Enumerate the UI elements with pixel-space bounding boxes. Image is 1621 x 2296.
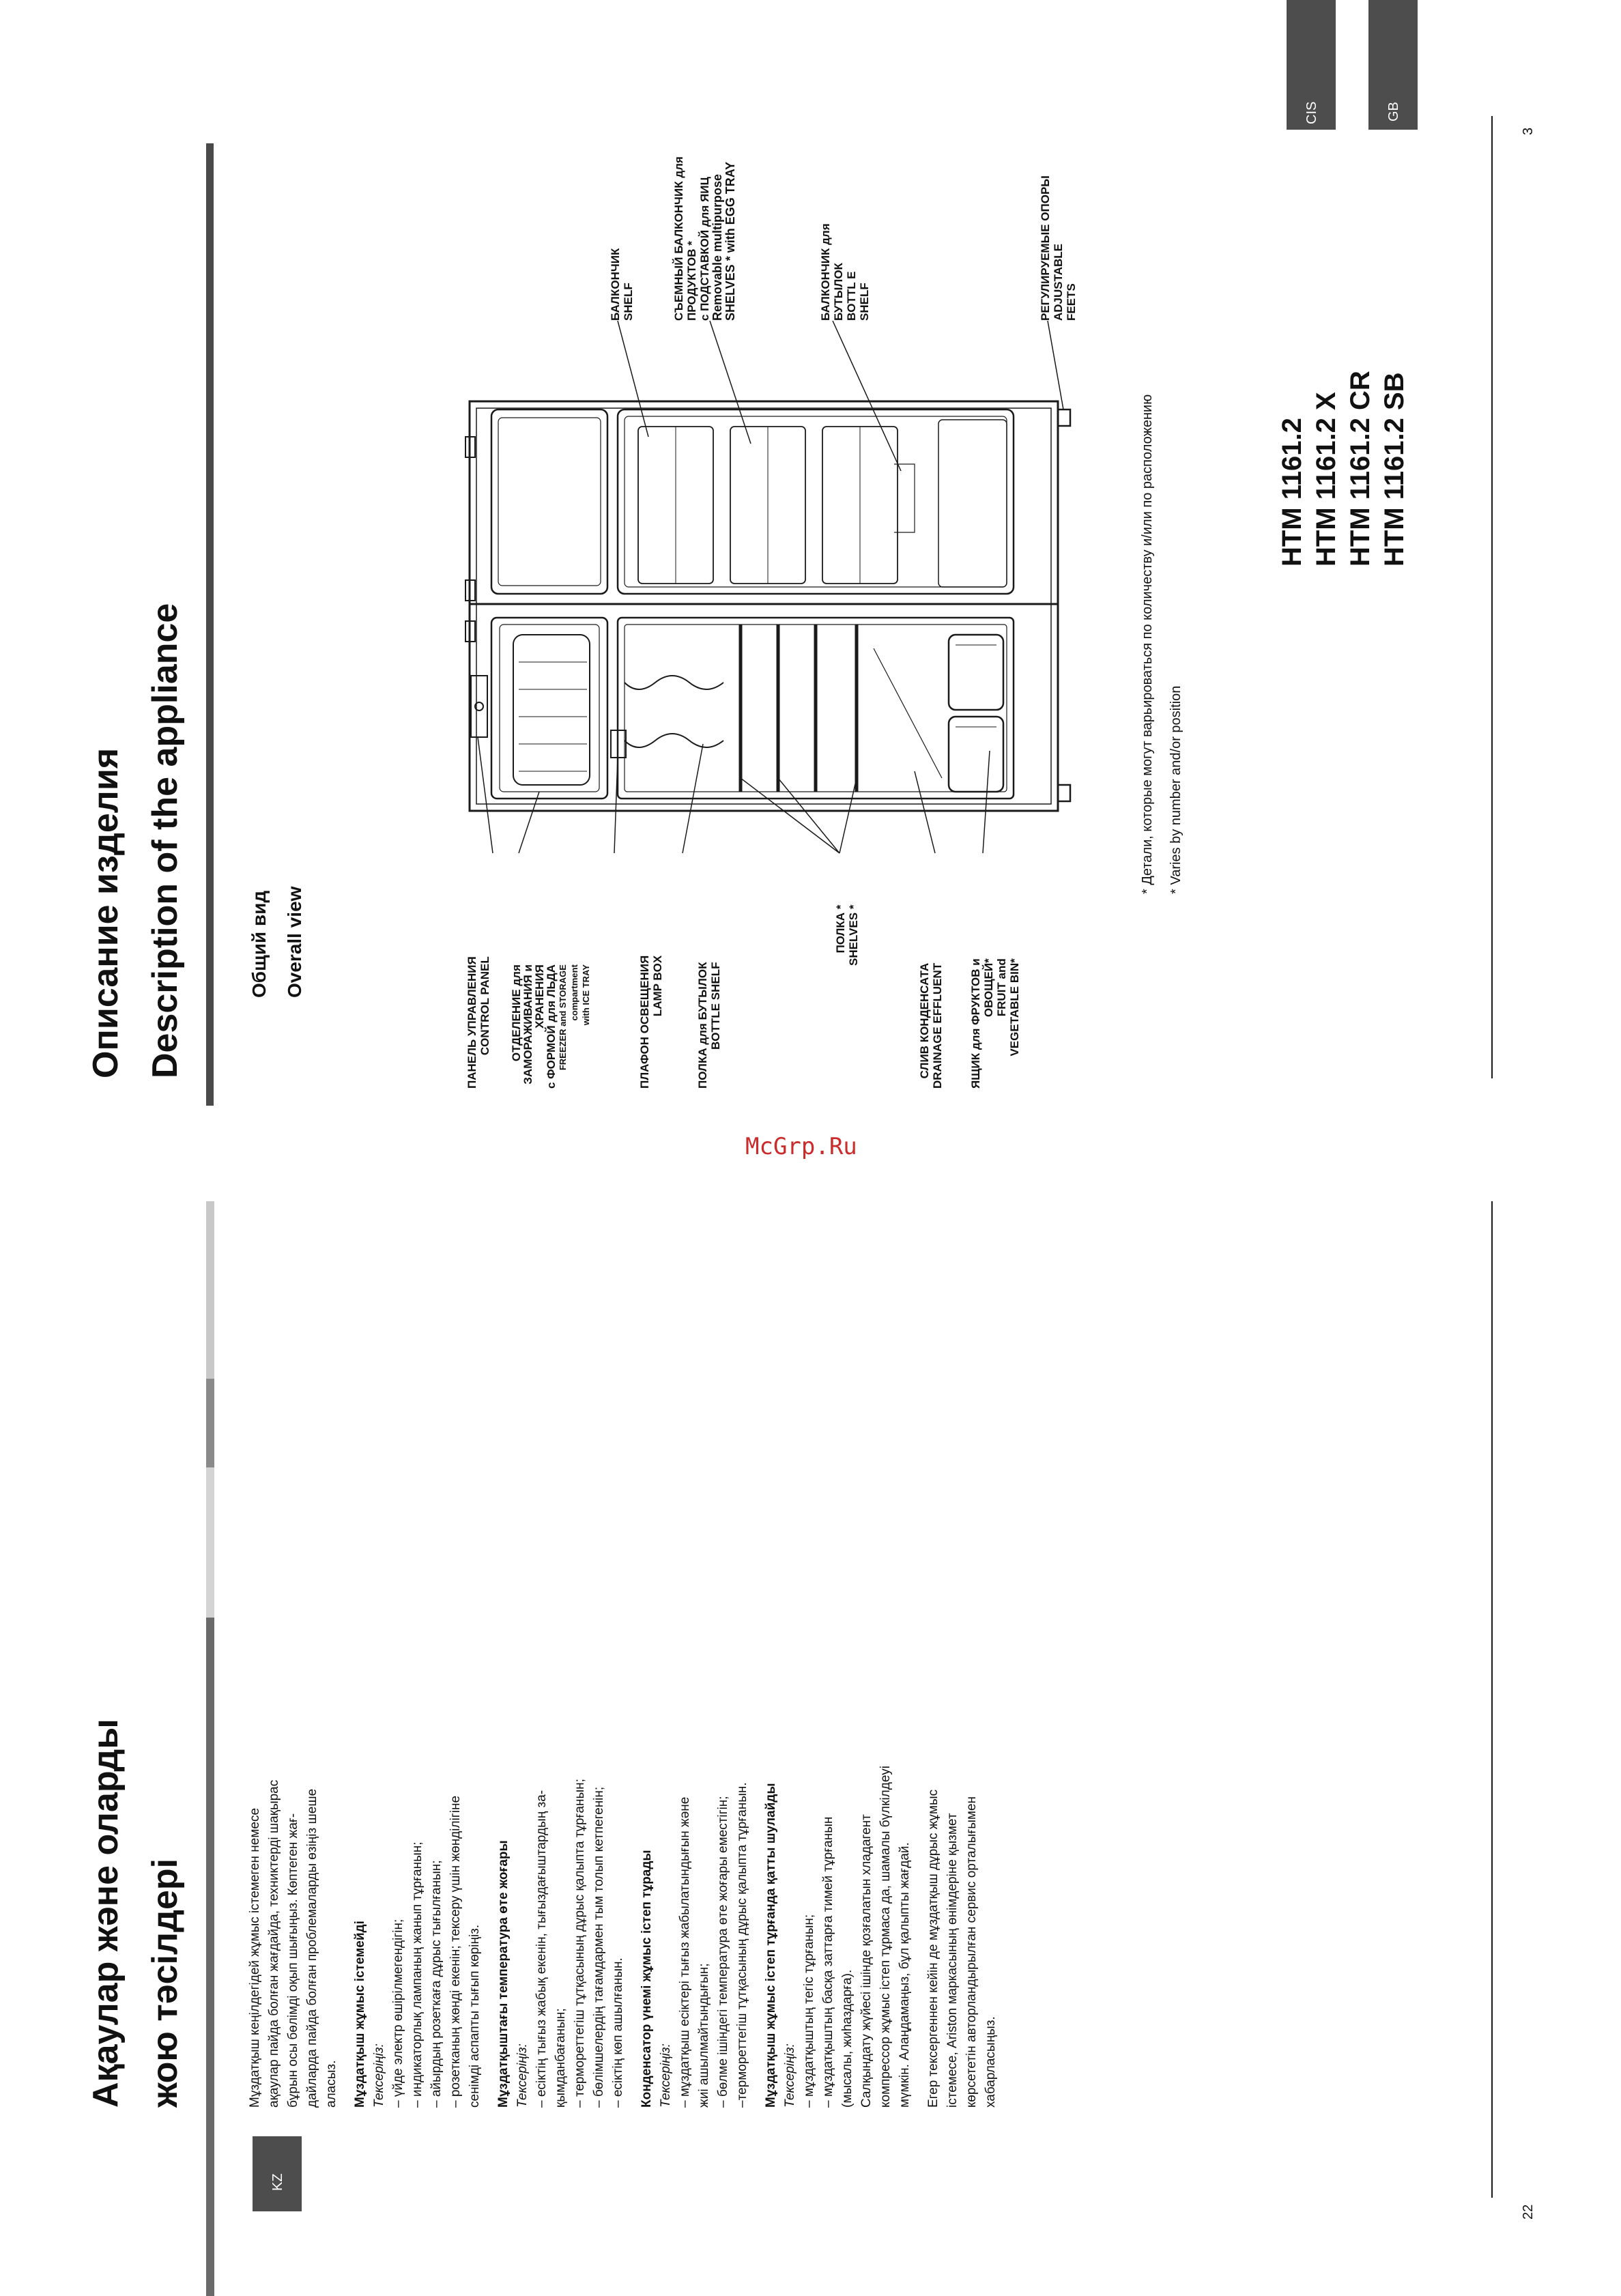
watermark: McGrp.Ru <box>745 1133 857 1160</box>
tab-cis-label: CIS <box>1304 101 1319 124</box>
kz-text-line: – айырдың розеткаға дұрыс тығылғанын; <box>429 1860 444 2108</box>
kz-section-heading: Мұздатқыш жұмыс істемейді <box>353 1921 367 2108</box>
kz-spacer <box>485 1254 494 2108</box>
freezer-compartment <box>491 618 607 799</box>
overall-view-ru: Общий вид <box>248 890 270 998</box>
fridge-compartment-left <box>618 618 1014 799</box>
kz-text-line: сенімді аспапты тығып көріңіз. <box>468 1924 482 2108</box>
kz-section-heading: Конденсатор үнемі жұмыс істеп тұрады <box>640 1850 654 2108</box>
kz-text-line: – индикаторлық лампаның жанып тұрғанын; <box>410 1841 425 2108</box>
door-right <box>491 410 1014 594</box>
kz-section-heading: Мұздатқыш жұмыс істеп тұрғанда қатты шулайды <box>764 1783 778 2108</box>
kz-text-line: – мұздатқыш есіктері тығыз жабылатындығын және <box>678 1796 692 2108</box>
kz-text-line: Тексеріңіз: <box>372 2043 386 2108</box>
kz-text-line: компрессор жұмыс істеп тұрмаса да, шамалы бүлкілдеуі <box>878 1766 893 2108</box>
kz-text-line: – мұздатқыштың тегіс тұрғанын; <box>802 1914 816 2108</box>
kz-text-line: – есіктің көп ашылғанын. <box>611 1957 625 2108</box>
kz-spacer <box>752 1254 762 2108</box>
label-vegetable-bin: ЯЩИК для ФРУКТОВ и ОВОЩЕЙ* FRUIT and VEGETABLE BIN* <box>969 958 1021 1089</box>
overall-view-en: Overall view <box>284 886 305 998</box>
kz-spacer <box>341 1254 351 2108</box>
kz-body <box>246 1254 1001 2108</box>
kz-text-line: – есіктің тығыз жабық екенін, тығыздағыштардың за- <box>534 1790 549 2108</box>
kz-text-line: көрсететін авторландырылған сервис орталығымен <box>964 1796 979 2108</box>
kz-title-line1: Ақаулар және оларды <box>86 1719 126 2108</box>
label-door-shelf: БАЛКОНЧИК SHELF <box>609 248 635 321</box>
model-3: HTM 1161.2 CR <box>1345 371 1375 566</box>
kz-text-line: Мұздатқыш кеңілдегідей жұмыс істемеген немесе <box>248 1807 262 2108</box>
footnote-en: * Varies by number and/or position <box>1168 685 1184 894</box>
kz-text-line: дайларда пайда болған проблемаларды өзіңіз шеше <box>305 1788 319 2108</box>
kz-text-line: – үйде электр өшірілмегендігін; <box>391 1919 405 2108</box>
kz-text-line: ақаулар пайда болған жағдайда, техниктерді шақырас <box>267 1779 281 2108</box>
label-multipurpose-shelf: СЪЕМНЫЙ БАЛКОНЧИК для ПРОДУКТОВ * с ПОДСТАВКОЙ для ЯИЦ Removable multipurpose SHELVES * with EGG TRAY <box>672 156 737 321</box>
tab-kz-label: KZ <box>270 2173 285 2191</box>
kz-title-line2: жою тәсілдері <box>145 1858 185 2108</box>
kz-spacer <box>628 1254 637 2108</box>
page-number-left: 22 <box>1521 2204 1536 2220</box>
label-bottle-shelf: ПОЛКА для БУТЫЛОК BOTTLE SHELF <box>696 962 722 1089</box>
fridge-body <box>470 401 1058 811</box>
kz-body-lines <box>246 1254 1001 2108</box>
kz-text-line: Егер тексергеннен кейін де мұздатқыш дұрыс жұмыс <box>926 1789 941 2108</box>
title-ru: Описание изделия <box>86 747 126 1078</box>
model-1: HTM 1161.2 <box>1277 418 1307 566</box>
control-panel-knob <box>471 676 487 737</box>
kz-text-line: мүмкін. Алаңдамаңыз, бұл қалыпты жағдай. <box>898 1842 912 2108</box>
kz-text-line: хабарласыңыз. <box>984 2016 998 2108</box>
kz-text-line: –термореттегіш тұтқасының дұрыс қалыпта тұрғанын. <box>735 1782 749 2108</box>
label-drainage: СЛИВ КОНДЕНСАТА DRAINAGE EFFLUENT <box>918 962 944 1089</box>
kz-section-heading: Мұздатқыштағы температура өте жоғары <box>496 1840 511 2108</box>
page-number-right: 3 <box>1521 127 1536 135</box>
label-freezer-compartment: ОТДЕЛЕНИЕ для ЗАМОРАЖИВАНИЯ и ХРАНЕНИЯ с ФОРМОЙ для ЛЬДА FREEZER and STORAGE compartment with ICE TRAY <box>510 964 591 1089</box>
kz-text-line: – бөлме ішіндегі температура өте жоғары еместігін; <box>716 1796 730 2108</box>
tab-gb-label: GB <box>1386 102 1401 121</box>
feet <box>1058 410 1070 801</box>
kz-text-line: аласыз. <box>324 2060 339 2108</box>
kz-text-line: Тексеріңіз: <box>515 2043 530 2108</box>
kz-text-line: бұрын осы бөлімді оқып шығыңыз. Көптеген жағ- <box>286 1813 300 2108</box>
kz-spacer <box>915 1254 924 2108</box>
kz-text-line: – термореттегіш тұтқасының дұрыс қалыпта тұрғанын; <box>573 1779 587 2108</box>
footnote-ru: * Детали, которые могут варьироваться по количеству и/или по расположению <box>1140 394 1155 894</box>
kz-text-line: – бөлімшелердің тағамдармен тым толып кетпегенін; <box>592 1786 606 2108</box>
label-adjustable-feet: РЕГУЛИРУЕМЫЕ ОПОРЫ ADJUSTABLE FEETS <box>1039 175 1078 321</box>
kz-text-line: (мысалы, жиһаздарға). <box>840 1969 855 2108</box>
kz-text-line: қымданбағанын; <box>554 2008 568 2108</box>
kz-text-line: Салқындату жүйесі ішінде қозғалатын хладагент <box>859 1814 874 2108</box>
label-shelves: ПОЛКА * SHELVES * <box>834 904 860 966</box>
label-control-panel: ПАНЕЛЬ УПРАВЛЕНИЯ CONTROL PANEL <box>465 956 491 1089</box>
kz-text-line: – розетканың жөнді екенін; тексеру үшін жөнділігіне <box>448 1795 463 2108</box>
kz-text-line: Тексеріңіз: <box>659 2043 673 2108</box>
kz-text-line: – мұздатқыштың басқа заттарға тимей тұрғанын <box>821 1816 835 2108</box>
title-en: Description of the appliance <box>145 603 185 1078</box>
model-2: HTM 1161.2 X <box>1311 392 1341 566</box>
kz-text-line: Тексеріңіз: <box>783 2043 797 2108</box>
label-lamp-box: ПЛАФОН ОСВЕЩЕНИЯ LAMP BOX <box>638 955 664 1089</box>
kz-text-line: істемесе, Ariston маркасының өнімдеріне қызмет <box>945 1813 960 2108</box>
label-bottle-door-shelf: БАЛКОНЧИК для БУТЫЛОК BOTTL E SHELF <box>819 223 871 321</box>
model-4: HTM 1161.2 SB <box>1379 372 1409 566</box>
kz-text-line: жиі ашылмайтындығын; <box>697 1963 711 2108</box>
